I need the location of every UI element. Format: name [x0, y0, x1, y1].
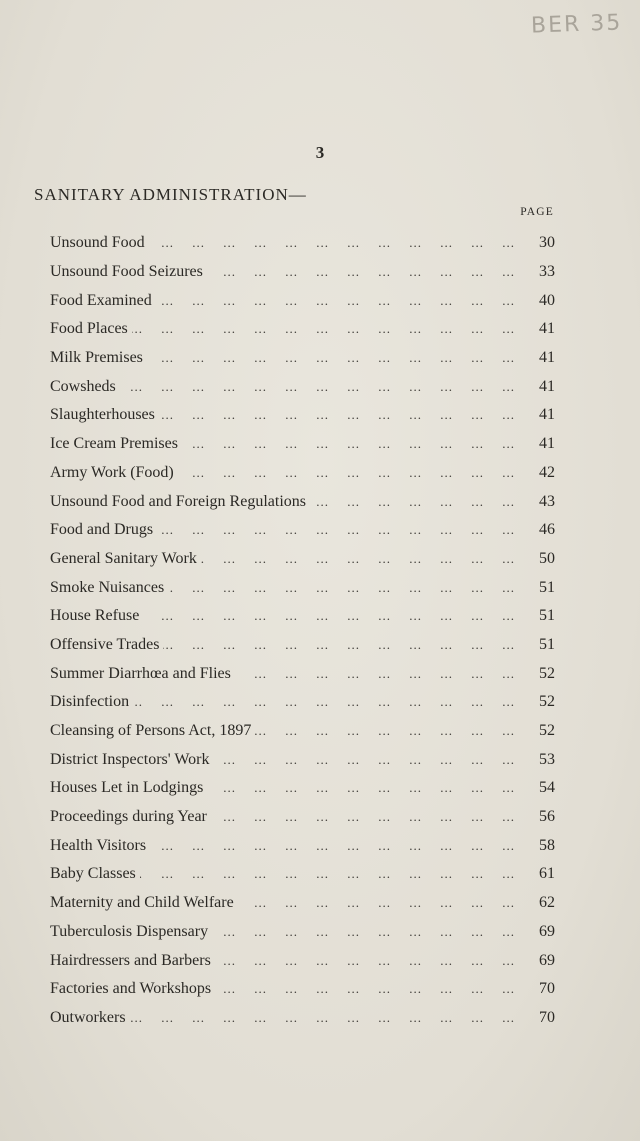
toc-entry [50, 344, 555, 373]
dot-leader [163, 637, 515, 653]
toc-entry-page: 62 [539, 894, 555, 912]
dot-leader [238, 895, 515, 911]
dot-leader [120, 379, 515, 395]
toc-entry-page: 54 [539, 779, 555, 797]
page-number: 3 [315, 143, 325, 162]
toc-entry-page: 58 [539, 836, 555, 854]
toc-entry [50, 889, 555, 918]
dot-leader [207, 264, 515, 280]
toc-entry-page: 61 [539, 865, 555, 883]
toc-entry-page: 70 [539, 980, 555, 998]
toc-entry-page: 43 [539, 492, 555, 510]
toc-entry [50, 631, 555, 660]
toc-entry [50, 975, 555, 1004]
dot-leader [235, 666, 515, 682]
toc-entry [50, 545, 555, 574]
toc-entry-title: Food Examined [50, 291, 152, 309]
toc-entry [50, 602, 555, 631]
toc-entry [50, 1004, 555, 1033]
toc-entry [50, 401, 555, 430]
toc-entry-title: Tuberculosis Dispensary [50, 922, 209, 940]
toc-entry-title: Unsound Food and Foreign Regulations [50, 492, 306, 510]
toc-entry-page: 51 [539, 635, 555, 653]
dot-leader [149, 235, 515, 251]
dot-leader [201, 551, 515, 567]
dot-leader [132, 321, 515, 337]
section-heading: SANITARY ADMINISTRATION— [34, 185, 307, 204]
toc-entry-page: 40 [539, 291, 555, 309]
toc-entry-page: 51 [539, 578, 555, 596]
toc-entry-title: Unsound Food [50, 234, 145, 252]
toc-entry [50, 717, 555, 746]
toc-entry [50, 372, 555, 401]
toc-entry [50, 459, 555, 488]
toc-entry-title: Disinfection [50, 693, 130, 711]
toc-entry [50, 258, 555, 287]
dot-leader [159, 407, 515, 423]
toc-entry-title: Food Places [50, 320, 128, 338]
dot-leader [212, 924, 515, 940]
toc-entry-title: Smoke Nuisances [50, 578, 165, 596]
dot-leader [310, 494, 515, 510]
toc-entry-page: 42 [539, 463, 555, 481]
toc-entry-page: 53 [539, 750, 555, 768]
toc-entry-title: Ice Cream Premises [50, 435, 178, 453]
toc-entry-title: Unsound Food Seizures [50, 263, 203, 281]
table-of-contents [50, 229, 555, 1032]
toc-entry-title: Offensive Trades [50, 635, 160, 653]
toc-entry-page: 52 [539, 693, 555, 711]
toc-entry [50, 315, 555, 344]
toc-entry-title: House Refuse [50, 607, 140, 625]
dot-leader [150, 838, 515, 854]
dot-leader [140, 866, 515, 882]
toc-entry-page: 69 [539, 951, 555, 969]
toc-entry-title: Baby Classes [50, 865, 136, 883]
toc-entry-page: 56 [539, 808, 555, 826]
toc-entry-title: Hairdressers and Barbers [50, 951, 211, 969]
toc-entry-title: Factories and Workshops [50, 980, 212, 998]
toc-entry [50, 774, 555, 803]
dot-leader [178, 465, 515, 481]
toc-entry-title: Outworkers [50, 1008, 126, 1026]
dot-leader [215, 981, 515, 997]
dot-leader [147, 350, 515, 366]
page-column-label: PAGE [520, 206, 554, 218]
toc-entry-title: Food and Drugs [50, 521, 154, 539]
toc-entry [50, 286, 555, 315]
dot-leader [211, 809, 515, 825]
toc-entry-page: 33 [539, 263, 555, 281]
toc-entry-page: 50 [539, 549, 555, 567]
toc-entry [50, 860, 555, 889]
toc-entry-title: Cleansing of Persons Act, 1897 [50, 722, 252, 740]
toc-entry-title: Houses Let in Lodgings [50, 779, 204, 797]
toc-entry-title: Health Visitors [50, 836, 147, 854]
toc-entry [50, 430, 555, 459]
dot-leader [143, 608, 515, 624]
toc-entry-page: 30 [539, 234, 555, 252]
toc-entry-page: 41 [539, 320, 555, 338]
toc-entry-page: 70 [539, 1008, 555, 1026]
toc-entry-title: Proceedings during Year [50, 808, 207, 826]
dot-leader [255, 723, 515, 739]
toc-entry-page: 41 [539, 349, 555, 367]
toc-entry-page: 52 [539, 664, 555, 682]
dot-leader [207, 780, 515, 796]
toc-entry-title: Army Work (Food) [50, 463, 174, 481]
toc-entry-title: General Sanitary Work [50, 549, 197, 567]
toc-entry-page: 41 [539, 406, 555, 424]
dot-leader [133, 694, 515, 710]
toc-entry [50, 946, 555, 975]
dot-leader [214, 752, 516, 768]
toc-entry-title: Milk Premises [50, 349, 143, 367]
toc-entry [50, 918, 555, 947]
toc-entry [50, 831, 555, 860]
dot-leader [168, 580, 515, 596]
toc-entry [50, 688, 555, 717]
toc-entry-page: 69 [539, 922, 555, 940]
toc-entry-title: Cowsheds [50, 377, 116, 395]
dot-leader [156, 293, 515, 309]
handwritten-annotation: BER 35 [530, 10, 623, 39]
toc-entry-page: 41 [539, 377, 555, 395]
toc-entry [50, 516, 555, 545]
toc-entry [50, 573, 555, 602]
toc-entry [50, 229, 555, 258]
toc-entry-title: Summer Diarrhœa and Flies [50, 664, 231, 682]
dot-leader [157, 522, 515, 538]
toc-entry-title: Maternity and Child Welfare [50, 894, 234, 912]
toc-entry [50, 803, 555, 832]
toc-entry [50, 487, 555, 516]
toc-entry [50, 659, 555, 688]
toc-entry-page: 41 [539, 435, 555, 453]
toc-entry-page: 52 [539, 722, 555, 740]
dot-leader [215, 953, 515, 969]
toc-entry-title: Slaughterhouses [50, 406, 155, 424]
toc-entry-page: 51 [539, 607, 555, 625]
toc-entry-page: 46 [539, 521, 555, 539]
toc-entry-title: District Inspectors' Work [50, 750, 210, 768]
dot-leader [130, 1010, 515, 1026]
toc-entry [50, 745, 555, 774]
dot-leader [182, 436, 515, 452]
